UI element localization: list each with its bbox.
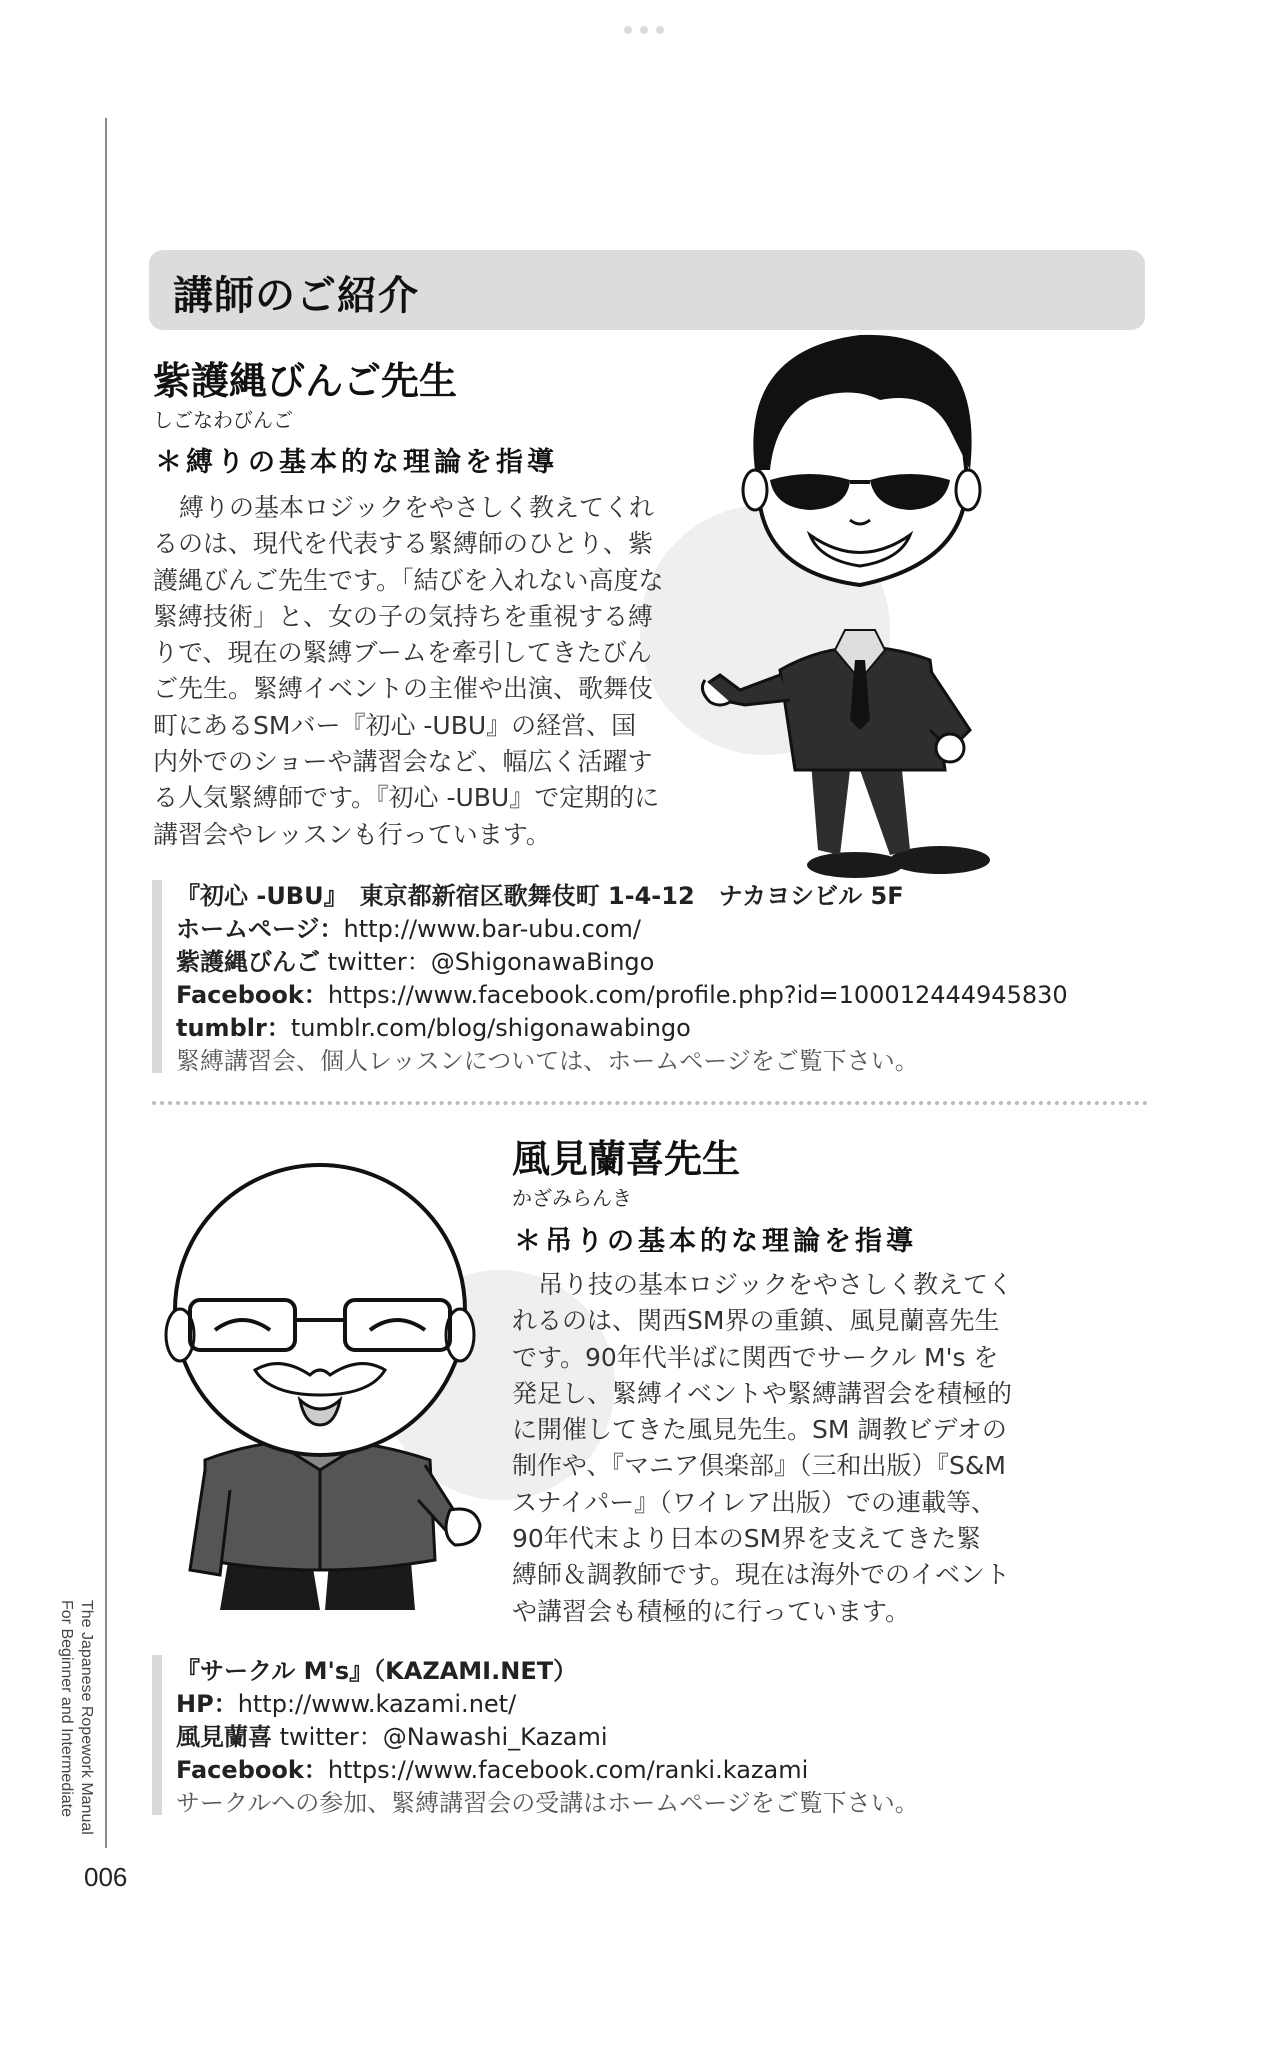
instructor2-info xyxy=(152,1655,919,1815)
facebook-link[interactable]: https://www.facebook.com/profile.php?id=100012444945830 xyxy=(327,981,1068,1009)
instructor1-subhead: ＊縛りの基本的な理論を指導 xyxy=(155,447,558,478)
instructor2-reading: かざみらんき xyxy=(512,1186,632,1210)
bio-line: 町にあるSMバー『初心 -UBU』の経営、国 xyxy=(153,710,637,740)
bio-line: や講習会も積極的に行っています。 xyxy=(512,1596,911,1626)
twitter-label: 風見蘭喜 xyxy=(176,1723,272,1751)
instructor2-subhead: ＊吊りの基本的な理論を指導 xyxy=(514,1226,917,1257)
instructor2-note: サークルへの参加、緊縛講習会の受講はホームページをご覧下さい。 xyxy=(176,1789,919,1817)
section-header xyxy=(149,250,1145,330)
left-margin-rule xyxy=(105,118,107,1848)
homepage-link[interactable]: http://www.bar-ubu.com/ xyxy=(343,915,641,943)
vertical-book-title xyxy=(56,1600,96,1840)
bio-line: 講習会やレッスンも行っています。 xyxy=(153,819,551,849)
instructor2-bio xyxy=(512,1267,1013,1630)
twitter-handle[interactable]: twitter：@Nawashi_Kazami xyxy=(272,1723,608,1751)
facebook-label: Facebook： xyxy=(176,1756,328,1784)
bio-line: スナイパー』（ワイレア出版）での連載等、 xyxy=(512,1487,997,1517)
bio-line: 縛りの基本ロジックをやさしく教えてくれ xyxy=(179,493,655,522)
hp-link[interactable]: http://www.kazami.net/ xyxy=(237,1690,517,1718)
instructor2-caricature xyxy=(160,1150,490,1630)
instructor2-name: 風見蘭喜先生 xyxy=(512,1137,741,1181)
hp-label: HP： xyxy=(176,1690,238,1718)
bio-line: ご先生。緊縛イベントの主催や出演、歌舞伎 xyxy=(153,674,654,704)
bio-line: れるのは、関西SM界の重鎮、風見蘭喜先生 xyxy=(512,1306,1000,1336)
facebook-label: Facebook： xyxy=(176,981,328,1009)
instructor1-bio xyxy=(153,490,664,853)
twitter-handle[interactable]: twitter：@ShigonawaBingo xyxy=(320,948,655,976)
bio-line: です。90年代半ばに関西でサークル M's を xyxy=(512,1342,999,1372)
bio-line: 緊縛技術」と、女の子の気持ちを重視する縛 xyxy=(153,601,654,631)
bio-line: 吊り技の基本ロジックをやさしく教えてく xyxy=(538,1270,1014,1299)
facebook-link[interactable]: https://www.facebook.com/ranki.kazami xyxy=(327,1756,809,1784)
tumblr-link[interactable]: tumblr.com/blog/shigonawabingo xyxy=(290,1014,691,1042)
bio-line: に開催してきた風見先生。SM 調教ビデオの xyxy=(512,1415,1007,1445)
bio-line: 90年代末より日本のSM界を支えてきた緊 xyxy=(512,1524,982,1554)
bio-line: 縛師＆調教師です。現在は海外でのイベント xyxy=(512,1560,1011,1590)
section-title: 講師のご紹介 xyxy=(173,273,419,319)
instructor1-name: 紫護縄びんご先生 xyxy=(153,359,458,403)
section-divider xyxy=(152,1101,1148,1105)
bio-line: りで、現在の緊縛ブームを牽引してきたびん xyxy=(153,638,652,668)
page-number: 006 xyxy=(84,1862,128,1892)
instructor1-reading: しごなわびんご xyxy=(153,408,293,432)
instructor1-info xyxy=(152,880,1068,1073)
instructor1-note: 緊縛講習会、個人レッスンについては、ホームページをご覧下さい。 xyxy=(176,1047,919,1075)
bio-line: 護縄びんご先生です。「結びを入れない高度な xyxy=(153,565,664,595)
book-title-line2: For Beginner and Intermediate xyxy=(58,1600,75,1818)
instructor1-caricature xyxy=(700,330,1020,880)
bio-line: 内外でのショーや講習会など、幅広く活躍す xyxy=(153,747,653,777)
tumblr-label: tumblr： xyxy=(176,1014,291,1042)
bio-line: るのは、現代を代表する緊縛師のひとり、紫 xyxy=(153,529,654,559)
instructor2-venue: 『サークル M's』（KAZAMI.NET） xyxy=(176,1657,578,1685)
homepage-label: ホームページ： xyxy=(176,915,344,943)
bio-line: る人気緊縛師です。『初心 -UBU』で定期的に xyxy=(153,783,660,813)
twitter-label: 紫護縄びんご xyxy=(176,948,320,976)
book-title-line1: The Japanese Ropework Manual xyxy=(78,1600,95,1835)
instructor1-venue: 『初心 -UBU』 東京都新宿区歌舞伎町 1-4-12 ナカヨシビル 5F xyxy=(176,882,904,910)
bio-line: 制作や、『マニア倶楽部』（三和出版）『S&M xyxy=(512,1451,1006,1481)
page-dots-indicator xyxy=(624,26,664,34)
bio-line: 発足し、緊縛イベントや緊縛講習会を積極的 xyxy=(512,1378,1013,1408)
